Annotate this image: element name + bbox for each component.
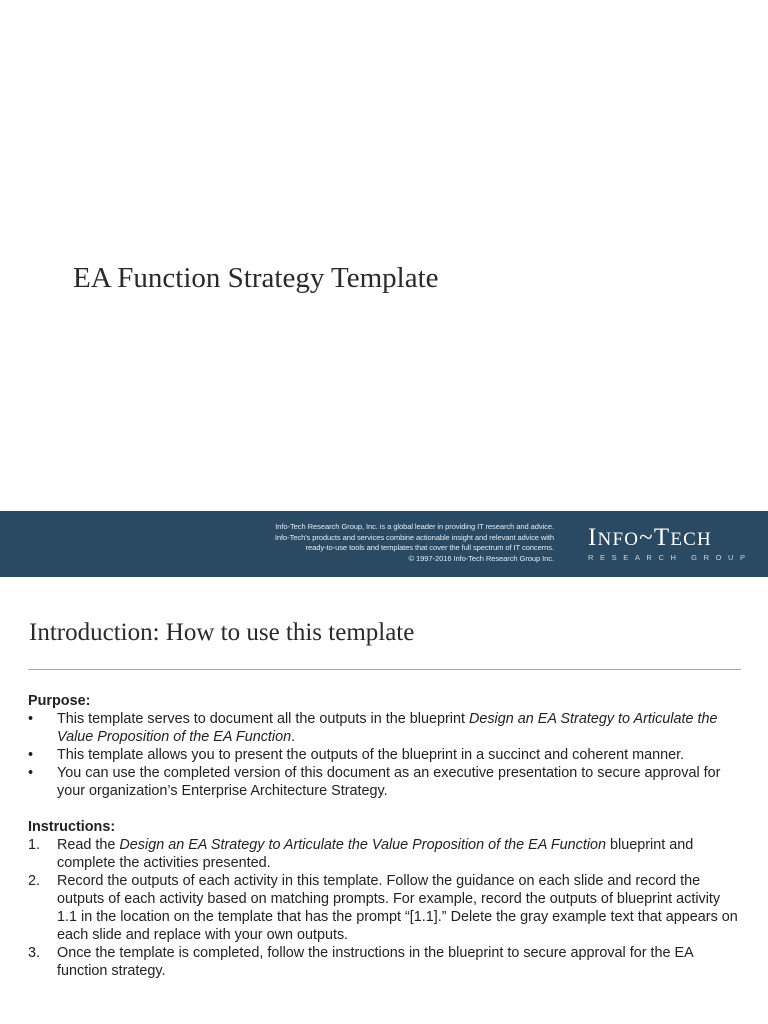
list-item-text: Record the outputs of each activity in this template. Follow the guidance on each slide and record the outputs of each activity based on matching prompts. For example, record the outputs of blueprint activity 1.1 in the location on the template that has the prompt “[1.1].” Delete the gray example text that appears on each slide and replace with your own outputs. xyxy=(57,873,738,943)
blueprint-title: Design an EA Strategy to Articulate the Value Proposition of the EA Function xyxy=(119,837,607,853)
slide-body xyxy=(28,692,740,980)
info-tech-logo xyxy=(588,524,752,562)
list-marker: 2. xyxy=(28,873,41,889)
instructions-heading: Instructions: xyxy=(28,819,116,835)
slide-title: Introduction: How to use this template xyxy=(29,619,415,646)
copyright-line: © 1997-2016 Info-Tech Research Group Inc. xyxy=(408,553,554,563)
instruction-item xyxy=(28,944,740,980)
copyright-notice xyxy=(194,522,554,564)
list-item-text: Read the Design an EA Strategy to Articulate the Value Proposition of the EA Function blueprint and complete the activities presented. xyxy=(57,837,694,871)
list-marker: • xyxy=(28,747,34,763)
instructions-list xyxy=(28,836,740,980)
copyright-line: ready-to-use tools and templates that cover the full spectrum of IT concerns. xyxy=(305,543,554,552)
list-marker: 3. xyxy=(28,945,41,961)
spacer xyxy=(28,800,740,818)
footer-band xyxy=(0,511,768,577)
list-marker: • xyxy=(28,765,34,781)
list-marker: 1. xyxy=(28,837,41,853)
purpose-list xyxy=(28,710,740,800)
list-item-text: This template allows you to present the outputs of the blueprint in a succinct and coherent manner. xyxy=(57,747,685,763)
list-item-text: You can use the completed version of this document as an executive presentation to secure approval for your organization’s Enterprise Architecture Strategy. xyxy=(57,765,721,799)
logo-tagline: RESEARCH GROUP xyxy=(588,553,752,562)
copyright-line: Info-Tech's products and services combine actionable insight and relevant advice with xyxy=(274,532,554,542)
document-title: EA Function Strategy Template xyxy=(73,262,439,294)
introduction-slide xyxy=(0,577,768,1024)
instruction-item xyxy=(28,872,740,944)
instruction-item xyxy=(28,836,740,872)
purpose-heading: Purpose: xyxy=(28,693,91,709)
purpose-item xyxy=(28,710,740,746)
list-item-text: Once the template is completed, follow the instructions in the blueprint to secure approval for the EA function strategy. xyxy=(57,945,693,979)
purpose-item xyxy=(28,746,740,764)
title-divider xyxy=(28,669,741,670)
logo-wordmark: INFO~TECH xyxy=(588,524,712,551)
purpose-item xyxy=(28,764,740,800)
copyright-line: Info-Tech Research Group, Inc. is a global leader in providing IT research and advice. xyxy=(275,522,554,531)
list-marker: • xyxy=(28,711,34,727)
list-item-text: This template serves to document all the outputs in the blueprint Design an EA Strategy to Articulate the Value Proposition of the EA Function. xyxy=(57,711,718,745)
blueprint-title: Design an EA Strategy to Articulate the Value Proposition of the EA Function xyxy=(57,711,718,745)
